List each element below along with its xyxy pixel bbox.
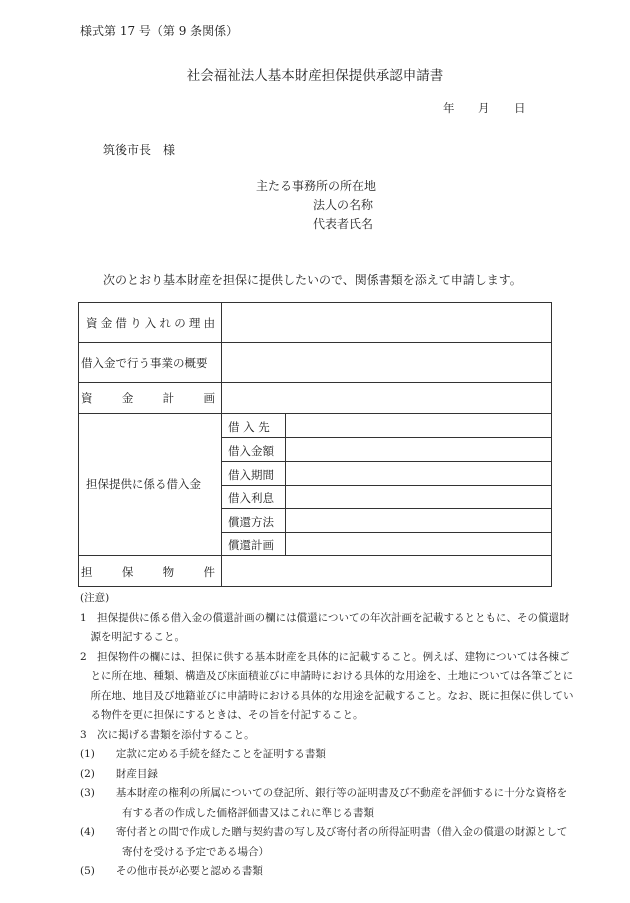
notes-heading: (注意) bbox=[80, 592, 110, 604]
collateral-char: 担 bbox=[81, 565, 93, 579]
note-line: とに所在地、種類、構造及び床面積並びに申請時における具体的な用途を、土地については各筆ごとに bbox=[80, 670, 574, 682]
applicant-address-label: 主たる事務所の所在地 bbox=[256, 179, 377, 193]
note-line: (2) 財産目録 bbox=[80, 767, 158, 780]
sub-row-divider bbox=[221, 532, 551, 533]
collateral-char: 件 bbox=[203, 565, 215, 579]
date-month-label: 月 bbox=[478, 101, 490, 115]
intro-sentence: 次のとおり基本財産を担保に提供したいので、関係書類を添えて申請します。 bbox=[103, 273, 522, 287]
note-line: 2 担保物件の欄には、担保に供する基本財産を具体的に記載すること。例えば、建物については各棟ご bbox=[80, 650, 570, 663]
label-project-summary: 借入金で行う事業の概要 bbox=[81, 356, 208, 370]
sub-row-divider bbox=[221, 485, 551, 486]
column-divider bbox=[221, 303, 222, 586]
collateral-char: 保 bbox=[121, 565, 134, 579]
note-line: 源を明記すること。 bbox=[80, 631, 185, 643]
note-line: る物件を更に担保にするときは、その旨を付記すること。 bbox=[80, 709, 364, 721]
funding-plan-char: 計 bbox=[162, 391, 175, 405]
note-line: (4) 寄付者との間で作成した贈与契約書の写し及び寄付者の所得証明書（借入金の償還の財源として bbox=[80, 826, 568, 838]
label-collateral bbox=[81, 564, 215, 580]
label-lender: 借 入 先 bbox=[228, 420, 270, 434]
note-line: (1) 定款に定める手続を経たことを証明する書類 bbox=[80, 748, 326, 760]
row-divider bbox=[79, 555, 551, 556]
note-line: 有する者の作成した価格評価書又はこれに準じる書類 bbox=[80, 806, 374, 819]
row-divider bbox=[79, 413, 551, 414]
funding-plan-char: 資 bbox=[81, 391, 93, 405]
note-line: (5) その他市長が必要と認める書類 bbox=[80, 865, 263, 877]
label-loan-interest: 借入利息 bbox=[228, 491, 274, 505]
note-line: 寄付を受ける予定である場合） bbox=[80, 845, 269, 858]
label-repayment-plan: 償還計画 bbox=[228, 538, 274, 552]
sub-row-divider bbox=[221, 508, 551, 509]
funding-plan-char: 金 bbox=[121, 391, 134, 405]
row-divider bbox=[79, 342, 551, 343]
addressee: 筑後市長 様 bbox=[103, 143, 176, 157]
label-repayment-method: 償還方法 bbox=[228, 515, 274, 529]
collateral-char: 物 bbox=[162, 565, 175, 579]
sub-column-divider bbox=[285, 413, 286, 555]
applicant-name-label: 法人の名称 bbox=[313, 198, 374, 212]
application-table bbox=[78, 302, 552, 587]
sub-row-divider bbox=[221, 437, 551, 438]
label-loan-reason bbox=[86, 315, 219, 331]
note-line: 所在地、地目及び地籍並びに申請時における具体的な用途を記載すること。なお、既に担保に供してい bbox=[80, 689, 574, 702]
note-line: 1 担保提供に係る借入金の償還計画の欄には償還についての年次計画を記載するとともに、その償還財 bbox=[80, 611, 570, 624]
date-day-label: 日 bbox=[514, 101, 526, 115]
applicant-representative-label: 代表者氏名 bbox=[313, 217, 374, 231]
label-funding-plan bbox=[81, 390, 215, 406]
funding-plan-char: 画 bbox=[203, 391, 215, 405]
row-divider bbox=[79, 382, 551, 383]
label-loan-amount: 借入金額 bbox=[228, 444, 274, 458]
document-title: 社会福祉法人基本財産担保提供承認申請書 bbox=[186, 68, 444, 84]
note-line: 3 次に掲げる書類を添付すること。 bbox=[80, 728, 255, 741]
label-loan-period: 借入期間 bbox=[228, 468, 274, 482]
label-loan-reason-text: 資金借り入れの理由 bbox=[86, 316, 219, 330]
note-line: (3) 基本財産の権利の所属についての登記所、銀行等の証明書及び不動産を評価するに十分な資格を bbox=[80, 787, 568, 799]
form-number: 様式第 17 号（第 9 条関係） bbox=[80, 24, 239, 38]
date-year-label: 年 bbox=[443, 101, 455, 115]
label-secured-loan: 担保提供に係る借入金 bbox=[86, 477, 201, 491]
sub-row-divider bbox=[221, 461, 551, 462]
